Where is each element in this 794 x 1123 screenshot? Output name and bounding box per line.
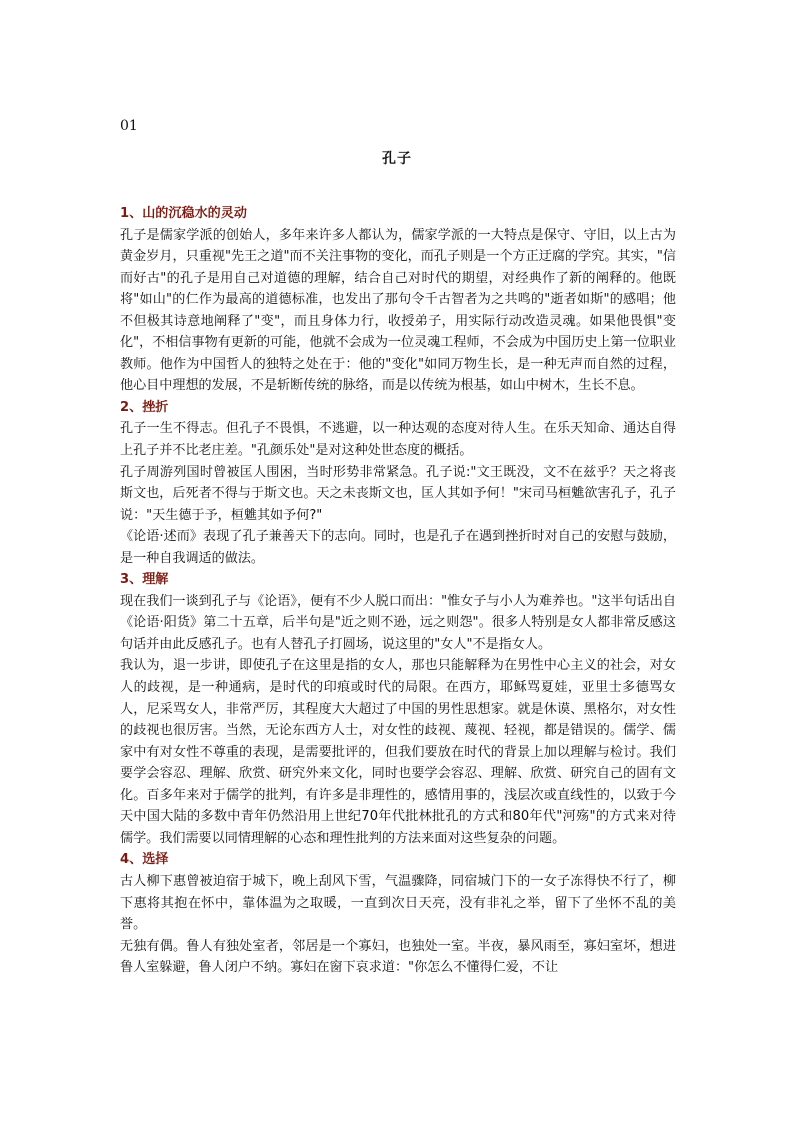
paragraph: 现在我们一谈到孔子与《论语》，便有不少人脱口而出："惟女子与小人为难养也。"这半句话出自《论语·阳货》第二十五章，后半句是"近之则不逊，远之则怨"。很多人特别是女人都非常反感这句话并由此反感孔子。也有人替孔子打圆场，说这里的"女人"不是指女人。 [120, 593, 676, 652]
document-title: 孔子 [382, 151, 412, 167]
section-heading: 3、理解 [120, 572, 169, 588]
paragraph: 孔子是儒家学派的创始人，多年来许多人都认为，儒家学派的一大特点是保守、守旧，以上古为黄金岁月，只重视"先王之道"而不关注事物的变化，而孔子则是一个方正迂腐的学究。其实，"信而好古"的孔子是用自己对道德的理解，结合自己对时代的期望，对经典作了新的阐释的。他既将"如山"的仁作为最高的道德标准，也发出了那句令千古智者为之共鸣的"逝者如斯"的感唱；他不但极其诗意地阐释了"变"，而且身体力行，收授弟子，用实际行动改造灵魂。如果他畏惧"变化"，不相信事物有更新的可能，他就不会成为一位灵魂工程师，不会成为中国历史上第一位职业教师。他作为中国哲人的独特之处在于：他的"变化"如同万物生长，是一种无声而自然的过程，他心目中理想的发展，不是斩断传统的脉络，而是以传统为根基，如山中树木，生长不息。 [120, 227, 676, 394]
section-xuanze [120, 849, 676, 978]
paragraph: 《论语·述而》表现了孔子兼善天下的志向。同时，也是孔子在遇到挫折时对自己的安慰与鼓励，是一种自我调适的做法。 [120, 529, 676, 566]
section-heading: 1、山的沉稳水的灵动 [120, 206, 247, 221]
section-shan-shui [120, 203, 676, 397]
document-body [120, 203, 676, 979]
section-cuozhe [120, 397, 676, 569]
paragraph: 无独有偶。鲁人有独处室者，邻居是一个寡妇，也独处一室。半夜，暴风雨至，寡妇室坏，想进鲁人室躲避，鲁人闭户不纳。寡妇在窗下哀求道："你怎么不懂得仁爱，不让 [120, 938, 676, 976]
section-heading: 2、挫折 [120, 399, 169, 415]
page-number: 01 [120, 118, 138, 134]
paragraph: 我认为，退一步讲，即使孔子在这里是指的女人，那也只能解释为在男性中心主义的社会，对女人的歧视，是一种通病，是时代的印痕或时代的局限。在西方，耶稣骂夏娃，亚里士多德骂女人，尼采骂女人，非常严厉，其程度大大超过了中国的男性思想家。就是休谟、黑格尔，对女性的歧视也很厉害。当然，无论东西方人士，对女性的歧视、蔑视、轻视，都是错误的。儒学、儒家中有对女性不尊重的表现，是需要批评的，但我们要放在时代的背景上加以理解与检讨。我们要学会容忍、理解、欣赏、研究外来文化，同时也要学会容忍、理解、欣赏、研究自己的固有文化。百多年来对于儒学的批判，有许多是非理性的，感情用事的，浅层次或直线性的，以致于今天中国大陆的多数中青年仍然沿用上世纪70年代批林批孔的方式和80年代"河殇"的方式来对待儒学。我们需要以同情理解的心态和理性批判的方法来面对这些复杂的问题。 [120, 658, 676, 846]
paragraph: 孔子周游列国时曾被匡人围困，当时形势非常紧急。孔子说:"文王既没，文不在兹乎？天之将丧斯文也，后死者不得与于斯文也。天之未丧斯文也，匡人其如予何！"宋司马桓魋欲害孔子，孔子说："天生德于予，桓魋其如予何?" [120, 464, 676, 523]
section-lijie [120, 569, 676, 849]
section-heading: 4、选择 [120, 852, 169, 868]
paragraph: 古人柳下惠曾被迫宿于城下，晚上刮风下雪，气温骤降，同宿城门下的一女子冻得快不行了，柳下惠将其抱在怀中，靠体温为之取暖，一直到次日天亮，没有非礼之举，留下了坐怀不乱的美誉。 [120, 873, 676, 933]
paragraph: 孔子一生不得志。但孔子不畏惧，不逃避，以一种达观的态度对待人生。在乐天知命、通达自得上孔子并不比老庄差。"孔颜乐处"是对这种处世态度的概括。 [120, 421, 676, 459]
